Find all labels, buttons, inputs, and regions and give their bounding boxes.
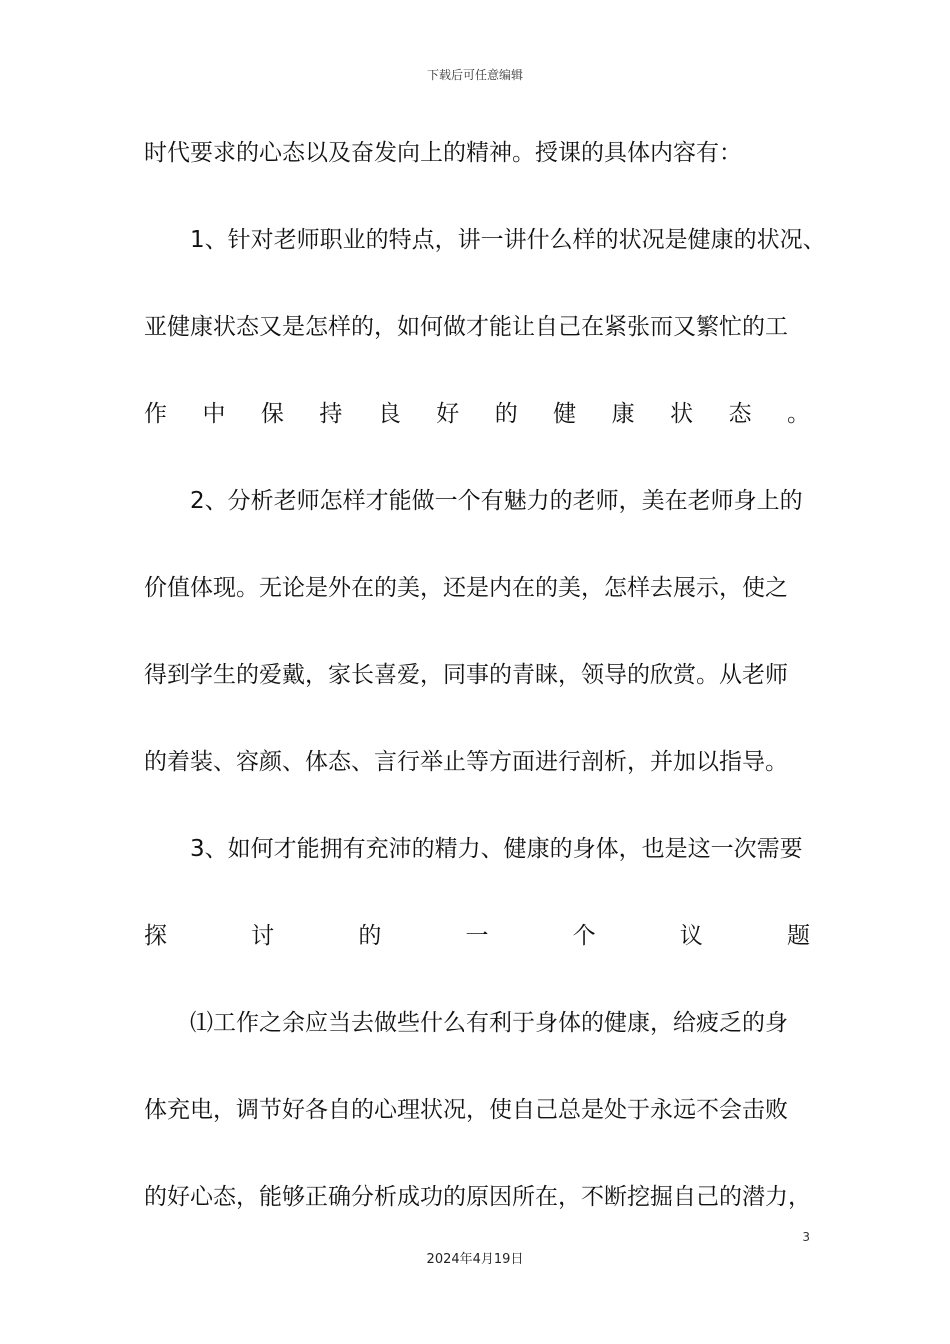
glyph: 好 — [436, 401, 460, 427]
glyph: 作 — [144, 401, 167, 427]
glyph: 持 — [319, 401, 343, 427]
header-note: 下载后可任意编辑 — [426, 68, 523, 82]
glyph: 良 — [377, 401, 401, 427]
glyph: 讨 — [251, 923, 275, 949]
paragraph-line: 得到学生的爱戴，家长喜爱，同事的青睐，领导的欣赏。从老师 — [144, 662, 788, 688]
glyph: 态 — [728, 401, 752, 427]
paragraph-line: 的着装、容颜、体态、言行举止等方面进行剖析，并加以指导。 — [144, 749, 788, 775]
glyph: 议 — [679, 923, 703, 949]
glyph: 中 — [202, 401, 226, 427]
paragraph-line: 价值体现。无论是外在的美，还是内在的美，怎样去展示，使之 — [144, 575, 788, 601]
glyph: 的 — [358, 923, 382, 949]
glyph: 。 — [786, 401, 810, 427]
paragraph-line: 的好心态，能够正确分析成功的原因所在，不断挖掘自己的潜力， — [144, 1184, 811, 1210]
glyph: 康 — [611, 401, 635, 427]
glyph: 探 — [144, 923, 167, 949]
paragraph-line: 亚健康状态又是怎样的，如何做才能让自己在紧张而又繁忙的工 — [144, 314, 788, 340]
glyph: 一 — [465, 923, 489, 949]
paragraph-line: 1、针对老师职业的特点，讲一讲什么样的状况是健康的状况、 — [190, 227, 826, 253]
glyph: 题 — [786, 923, 810, 949]
footer-date: 2024年4月19日 — [426, 1252, 524, 1267]
paragraph-line: ⑴工作之余应当去做些什么有利于身体的健康，给疲乏的身 — [190, 1010, 788, 1036]
glyph: 健 — [553, 401, 577, 427]
justified-line — [144, 921, 810, 951]
paragraph-line: 3、如何才能拥有充沛的精力、健康的身体，也是这一次需要 — [190, 836, 803, 862]
paragraph-line: 2、分析老师怎样才能做一个有魅力的老师，美在老师身上的 — [190, 488, 803, 514]
justified-line — [144, 399, 810, 429]
glyph: 的 — [494, 401, 518, 427]
glyph: 个 — [572, 923, 596, 949]
paragraph-line: 时代要求的心态以及奋发向上的精神。授课的具体内容有： — [144, 140, 742, 166]
glyph: 状 — [670, 401, 694, 427]
paragraph-line: 体充电，调节好各自的心理状况，使自己总是处于永远不会击败 — [144, 1097, 788, 1123]
glyph: 保 — [260, 401, 284, 427]
page-number: 3 — [802, 1230, 810, 1244]
